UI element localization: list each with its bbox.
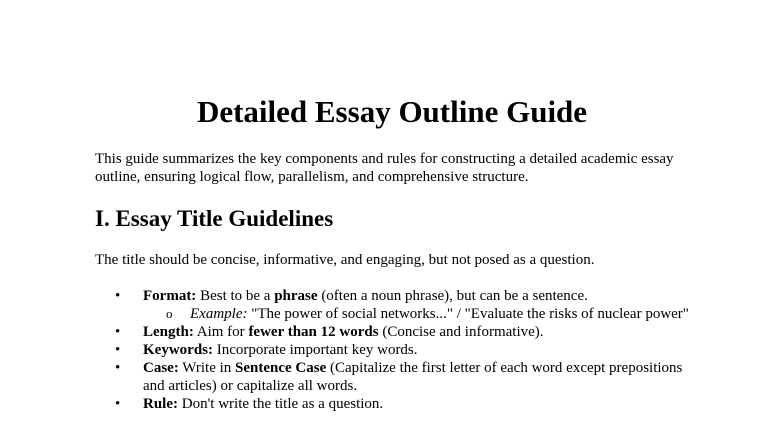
item-label: Rule:: [143, 396, 178, 412]
list-item-keywords: [0, 341, 683, 359]
list-item-rule: [0, 395, 683, 413]
item-emphasis: phrase: [274, 288, 318, 304]
sub-item-text: "The power of social networks..." / "Evaluate the risks of nuclear power": [247, 306, 689, 322]
item-label: Keywords:: [143, 342, 213, 358]
bullet-icon: •: [115, 396, 121, 412]
sub-item-label: Example:: [190, 306, 248, 322]
item-label: Format:: [143, 288, 197, 304]
section-intro-paragraph: The title should be concise, informative, and engaging, but not posed as a question.: [95, 252, 595, 268]
document-title: Detailed Essay Outline Guide: [196, 94, 588, 129]
item-text: Incorporate important key words.: [213, 342, 418, 358]
item-text: Aim for: [193, 324, 249, 340]
item-text: Don't write the title as a question.: [178, 396, 384, 412]
item-label: Case:: [143, 360, 179, 376]
sub-list-item-example: [0, 305, 690, 323]
list-item-case: [0, 359, 683, 395]
item-emphasis: Sentence Case: [235, 360, 327, 376]
item-text: Best to be a: [196, 288, 275, 304]
item-emphasis: fewer than 12 words: [248, 324, 379, 340]
bullet-icon: •: [115, 324, 121, 340]
bullet-icon: •: [115, 342, 121, 358]
intro-paragraph: This guide summarizes the key components and rules for constructing a detailed academic essay outline, ensuring logical flow, parallelism, and comprehensive structure.: [95, 151, 674, 185]
item-text-continued: (often a noun phrase), but can be a sentence.: [317, 288, 588, 304]
sub-bullet-icon: o: [166, 306, 173, 321]
item-text: Write in: [178, 360, 236, 376]
item-label: Length:: [143, 324, 194, 340]
bullet-icon: •: [115, 288, 121, 304]
item-text-continued: (Concise and informative).: [378, 324, 544, 340]
item-text-continued: (Capitalize the first letter of each word except prepositions and articles) or capitalize all words.: [143, 360, 683, 394]
section-heading: I. Essay Title Guidelines: [95, 206, 334, 231]
list-item-length: [0, 323, 683, 341]
guideline-list: [0, 287, 784, 413]
list-item-format: [0, 287, 683, 305]
bullet-icon: •: [115, 360, 121, 376]
